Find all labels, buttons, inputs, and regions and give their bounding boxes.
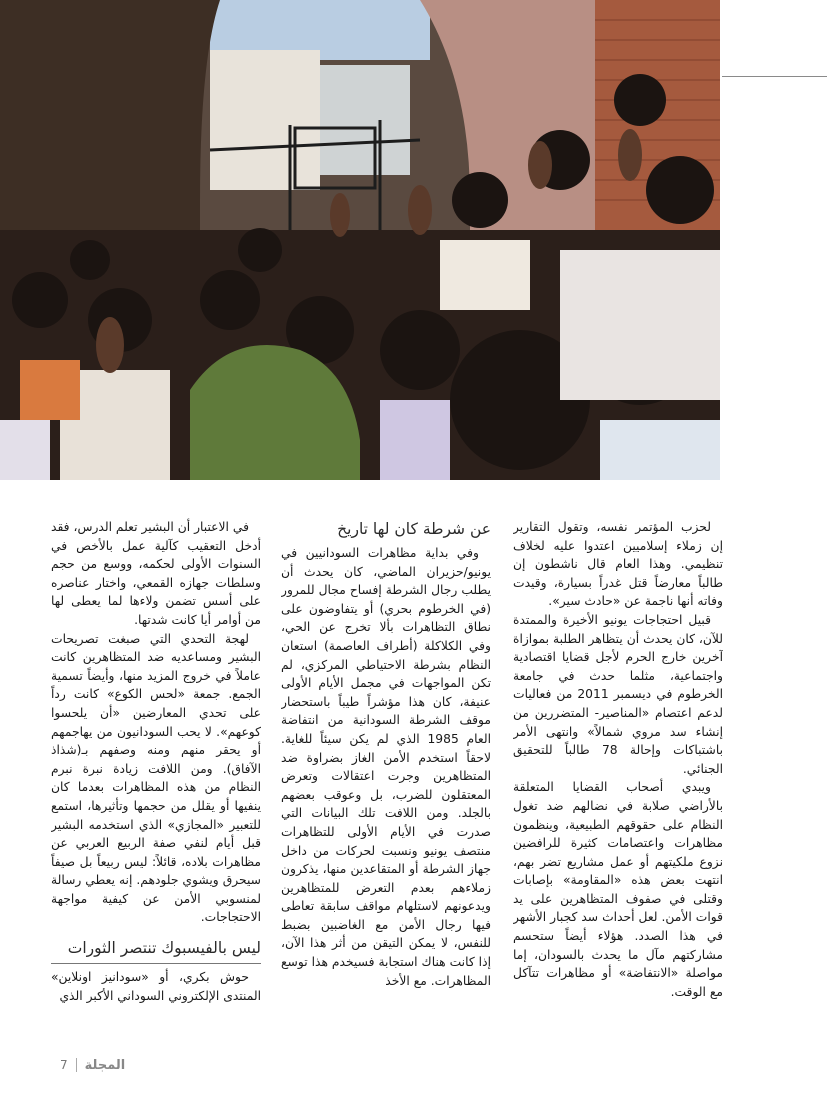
col2-paragraph: وفي بداية مظاهرات السودانيين في يونيو/حزيران الماضي، كان يحدث أن يطلب رجال الشرطة إفساح مجال للمرور (في الخرطوم بحري) أو يتفاوضون على نطاق التظاهرات بألا تخرج عن الحي، وفي الكلاكلة (أطراف العاصمة) استعان النظام بشرطة الاحتياطي المركزي، لم تكن المواجهات في مجمل الأيام الأولى عنيفة، كان هذا مؤشراً طيباً باستحضار موقف الشرطة السودانية من انتفاضة العام 1985 الذي لم يكن سيئاً للغاية. لاحقاً استخدم الأمن الغاز بضراوة ضد المتظاهرين وجرت اعتقالات وتعرض المعتقلون للضرب، بل وعوقب بعضهم بالجلد. ومن اللافت تلك البيانات التي صدرت في الأيام الأولى للتظاهرات منتصف يونيو ونسبت لحركات من داخل جهاز الشرطة أو المتقاعدين منها، يذكرون زملاءهم بعدم التعرض للمتظاهرين ويدعونهم لاستلهام مواقف سابقة تعاطى فيها رجال الأمن مع الغاضبين بضبط للنفس، لا يمكن التيقن من أثر هذا الآن، إذا كانت هناك استجابة فسيخدم هذا توسع المظاهرات. مع الأخذ: [281, 546, 491, 988]
section-heading-police: عن شرطة كان لها تاريخ: [337, 520, 491, 538]
protest-crowd-illustration: [0, 0, 720, 480]
article-column-1: [513, 518, 723, 1058]
article-column-3: [51, 518, 261, 1058]
section-heading-facebook: ليس بالفيسبوك تنتصر الثورات: [51, 937, 261, 964]
magazine-logo: المجلة: [84, 1057, 126, 1073]
article-column-2: [281, 518, 491, 1058]
protest-photo: [0, 0, 720, 480]
page-number: 7: [60, 1058, 68, 1072]
col1-paragraph: لحزب المؤتمر نفسه، وتقول التقارير إن زملاء إسلاميين اعتدوا عليه لخلاف تنظيمي. وهذا العام قال ناشطون إن طالباً معارضاً قتل غدراً بسيارة، وقيدت وفاته أنها ناجمة عن «حادث سير».: [513, 520, 723, 609]
article-body: [51, 518, 723, 1078]
footer-separator: [76, 1058, 77, 1072]
col3-paragraph: حوش بكري، أو «سودانيز اونلاين» المنتدى الإلكتروني السوداني الأكبر الذي: [51, 970, 261, 1003]
page-footer: [60, 1055, 125, 1075]
col1-paragraph: ويبدي أصحاب القضايا المتعلقة بالأراضي صلابة في نضالهم ضد تغول النظام على حقوقهم الطبيعية، وينظمون مظاهرات واعتصامات كثيرة للرافضين نزوع ملكيتهم أو عمل مشاريع تضر بهم، انتهت بعض هذه «المقاومة» بإصابات وقتلى في صفوف المتظاهرين على يد قوات الأمن. لعل أحداث سد كجبار الأشهر في هذا الصدد. هؤلاء أيضاً ستحسم مشاركتهم مآل ما يحدث بالسودان، إما مواصلة «الانتفاضة» أو مظاهرات تتآكل مع الوقت.: [513, 780, 723, 999]
col3-paragraph: لهجة التحدي التي صبغت تصريحات البشير ومساعديه ضد المتظاهرين كانت عاملاً في خروج المزيد منها، وأيضاً تسمية الجمع. جمعة «لحس الكوع» كانت رداً على تحدي المعارضين «أن يلحسوا كوعهم». لا يحب السودانيون من يهاجمهم أو يحقر منهم ومنه وصفهم بـ(شذاذ الآفاق). ومن اللافت زيادة نبرة نبرم النظام من هذه المظاهرات بعدما كان ينفيها أو يقلل من حجمها وتأثيرها، استمع للتعبير «المجازي» الذي استخدمه البشير قبل أيام لنفي صفة الربيع العربي عن مظاهرات بلاده، قائلاً: ليس ربيعاً بل صيفاً سيحرق ويشوي جلودهم. إنه يعطي رسالة لمنسوبي الأمن عن كيفية مواجهة الاحتجاجات.: [51, 631, 261, 925]
col3-paragraph: في الاعتبار أن البشير تعلم الدرس، فقد أدخل التعقيب كآلية عمل بالأخص في السنوات الأولى لحكمه، ووسع من حجم وسلطات جهازه القمعي، واختار عناصره على أسس تضمن ولاءها لما يعطى لها من أوامر أيا كانت شدتها.: [51, 520, 261, 627]
col1-paragraph: قبيل احتجاجات يونيو الأخيرة والممتدة للآن، كان يحدث أن يتظاهر الطلبة بموازاة آخرين خارج الحرم لأجل قضايا اقتصادية واجتماعية، مثلما حدث في جامعة الخرطوم في ديسمبر 2011 من فعاليات لدعم اعتصام «المناصير- المتضررين من إنشاء سد مروي شمالاً» وانتهى الأمر باشتباكات وإحالة 78 طالباً للتحقيق الجنائي.: [513, 612, 723, 776]
decorative-rule: [722, 76, 827, 77]
